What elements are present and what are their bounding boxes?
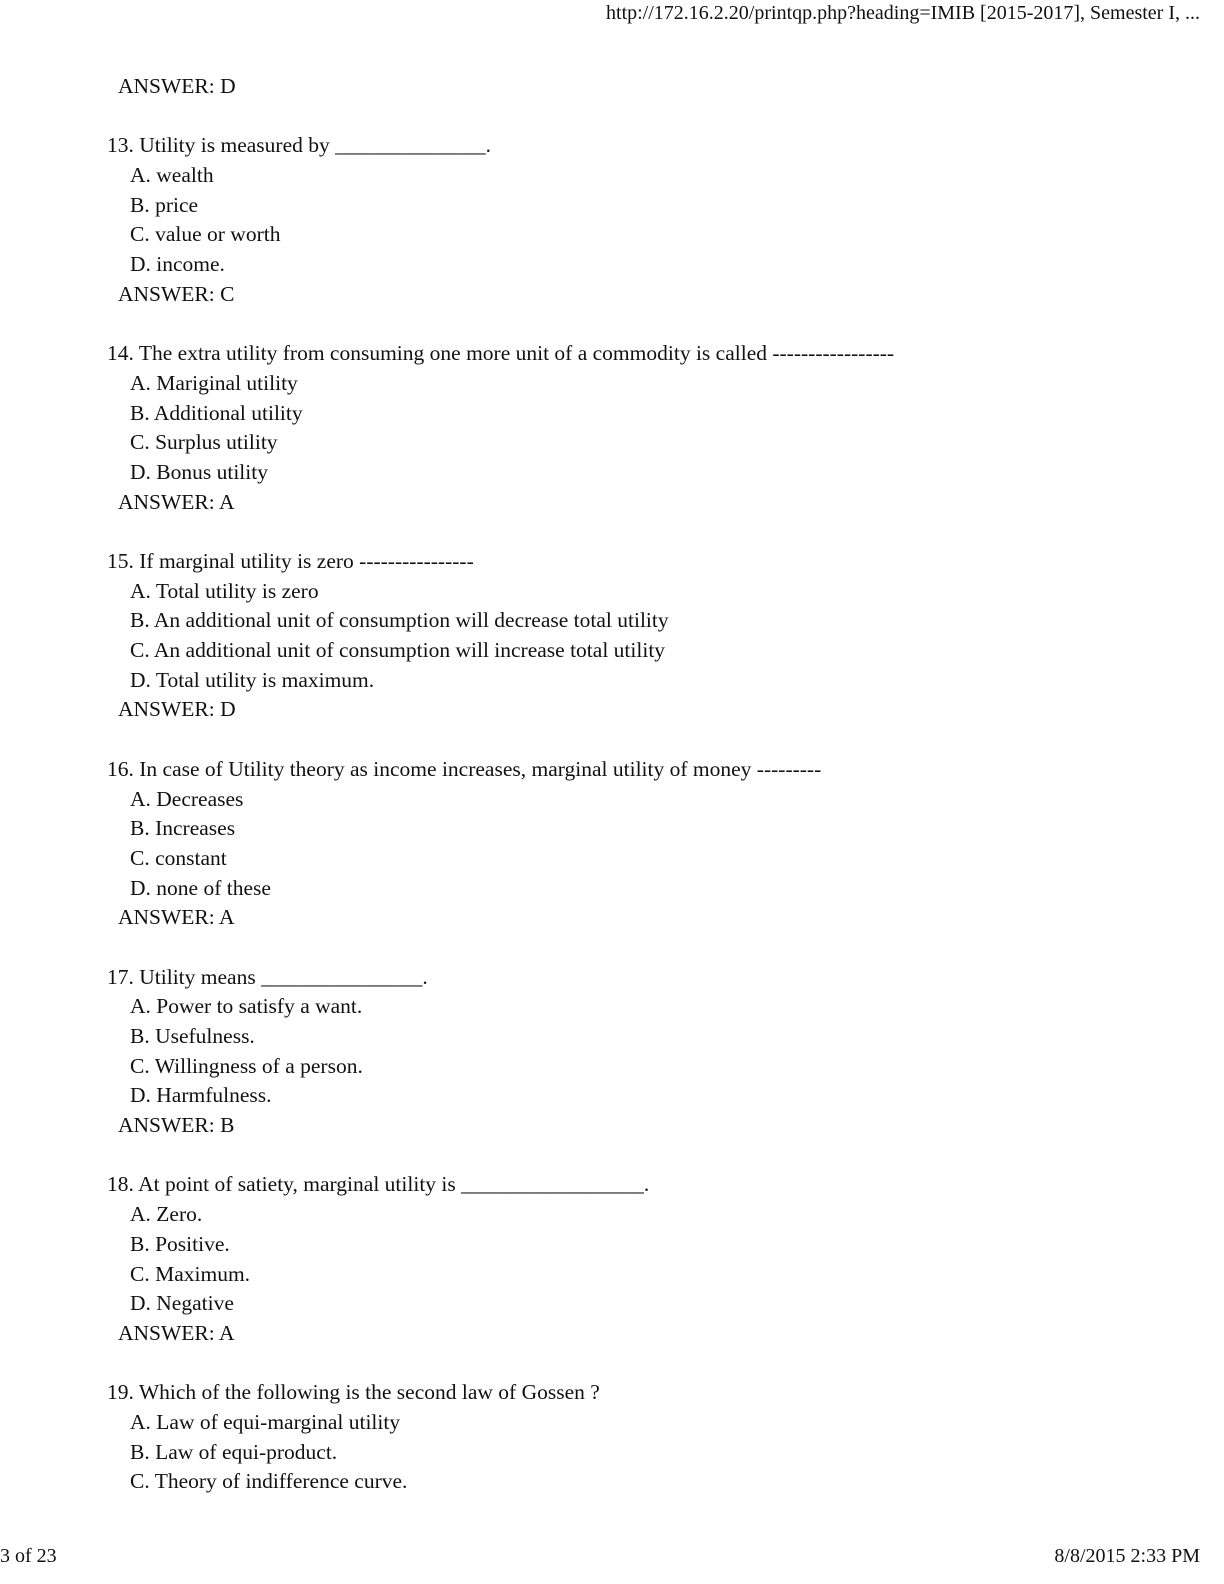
option: D. Negative: [130, 1291, 234, 1316]
answer: ANSWER: A: [118, 489, 235, 514]
question-text: 13. Utility is measured by ______________.: [107, 133, 491, 158]
option: D. income.: [130, 252, 225, 277]
question-text: 17. Utility means _______________.: [107, 964, 428, 989]
question-block: [0, 755, 1224, 933]
option: B. Increases: [130, 816, 236, 841]
option: A. wealth: [130, 163, 214, 188]
option: D. Harmfulness.: [130, 1083, 272, 1108]
option: A. Total utility is zero: [130, 578, 319, 603]
option: B. Usefulness.: [130, 1024, 255, 1048]
answer: ANSWER: A: [118, 905, 235, 930]
option: D. none of these: [130, 875, 271, 900]
answer: ANSWER: D: [118, 697, 236, 722]
option: B. Additional utility: [130, 400, 303, 425]
option: C. Maximum.: [130, 1261, 251, 1286]
option: B. price: [130, 192, 199, 217]
answer: ANSWER: A: [118, 1320, 235, 1345]
option: C. value or worth: [130, 222, 281, 247]
question-text: 15. If marginal utility is zero ----------------: [107, 549, 474, 573]
option: C. constant: [130, 845, 227, 870]
option: D. Bonus utility: [130, 459, 268, 484]
option: A. Law of equi-marginal utility: [130, 1409, 401, 1434]
option: C. An additional unit of consumption will increase total utility: [130, 638, 666, 663]
question-block: [0, 1378, 1224, 1497]
option: D. Total utility is maximum.: [130, 667, 375, 692]
option: B. Positive.: [130, 1231, 230, 1256]
option: A. Zero.: [130, 1202, 203, 1227]
answer: ANSWER: B: [118, 1113, 235, 1138]
question-block: [0, 547, 1224, 725]
option: C. Surplus utility: [130, 430, 278, 455]
question-text: 19. Which of the following is the second law of Gossen ?: [107, 1380, 600, 1405]
question-block: [0, 1170, 1224, 1348]
print-datetime: 8/8/2015 2:33 PM: [1054, 1545, 1200, 1567]
previous-answer: ANSWER: D: [118, 74, 236, 98]
question-text: 16. In case of Utility theory as income increases, marginal utility of money ---------: [107, 756, 822, 781]
option: C. Theory of indifference curve.: [130, 1469, 408, 1494]
question-block: [0, 339, 1224, 517]
option: A. Power to satisfy a want.: [130, 994, 363, 1019]
option: B. An additional unit of consumption will decrease total utility: [130, 608, 669, 633]
option: A. Decreases: [130, 786, 244, 811]
header-url: http://172.16.2.20/printqp.php?heading=IMIB [2015-2017], Semester I, ...: [606, 2, 1200, 24]
option: B. Law of equi-product.: [130, 1439, 338, 1464]
question-block: [0, 963, 1224, 1141]
question-text: 14. The extra utility from consuming one more unit of a commodity is called -----------------: [107, 341, 895, 366]
page-number: 3 of 23: [0, 1545, 57, 1567]
question-block: [0, 131, 1224, 309]
option: C. Willingness of a person.: [130, 1053, 363, 1078]
question-list: [0, 72, 1224, 1497]
option: A. Mariginal utility: [130, 370, 298, 395]
question-text: 18. At point of satiety, marginal utility is _________________.: [107, 1172, 650, 1197]
answer: ANSWER: C: [118, 281, 235, 306]
